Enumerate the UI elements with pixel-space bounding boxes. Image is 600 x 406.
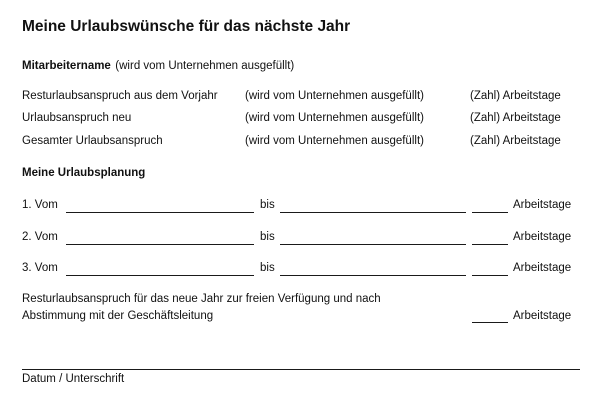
previous-year-remaining-unit: (Zahl) Arbeitstage	[470, 90, 561, 102]
employee-name-label: Mitarbeitername	[22, 60, 111, 72]
vacation-3-from-field[interactable]	[66, 275, 254, 276]
vacation-1-days-field[interactable]	[472, 212, 508, 213]
previous-year-remaining-note: (wird vom Unternehmen ausgefüllt)	[245, 90, 424, 102]
vacation-3-to-label: bis	[260, 262, 275, 274]
previous-year-remaining-label: Resturlaubsanspruch aus dem Vorjahr	[22, 90, 218, 102]
vacation-3-to-field[interactable]	[280, 275, 466, 276]
vacation-2-from-field[interactable]	[66, 244, 254, 245]
new-entitlement-note: (wird vom Unternehmen ausgefüllt)	[245, 112, 424, 124]
vacation-2-from-label: 2. Vom	[22, 231, 58, 243]
vacation-2-days-unit: Arbeitstage	[513, 231, 572, 243]
vacation-2-to-field[interactable]	[280, 244, 466, 245]
planning-heading: Meine Urlaubsplanung	[22, 167, 146, 179]
vacation-1-days-unit: Arbeitstage	[513, 199, 572, 211]
employee-name-note: (wird vom Unternehmen ausgefüllt)	[115, 60, 295, 72]
remaining-new-year-text-line1: Resturlaubsanspruch für das neue Jahr zur freien Verfügung und nach	[22, 293, 381, 305]
remaining-new-year-days-field[interactable]	[472, 322, 508, 323]
total-entitlement-note: (wird vom Unternehmen ausgefüllt)	[245, 135, 424, 147]
signature-line[interactable]	[22, 369, 580, 370]
vacation-1-to-field[interactable]	[280, 212, 466, 213]
total-entitlement-label: Gesamter Urlaubsanspruch	[22, 135, 163, 147]
new-entitlement-unit: (Zahl) Arbeitstage	[470, 112, 561, 124]
new-entitlement-label: Urlaubsanspruch neu	[22, 112, 132, 124]
vacation-3-days-unit: Arbeitstage	[513, 262, 572, 274]
vacation-1-to-label: bis	[260, 199, 275, 211]
remaining-new-year-text-line2: Abstimmung mit der Geschäftsleitung	[22, 310, 214, 322]
employee-name-row	[22, 56, 294, 74]
vacation-3-from-label: 3. Vom	[22, 262, 58, 274]
form-title: Meine Urlaubswünsche für das nächste Jahr	[22, 18, 351, 35]
remaining-new-year-days-unit: Arbeitstage	[513, 310, 572, 322]
vacation-2-days-field[interactable]	[472, 244, 508, 245]
vacation-1-from-label: 1. Vom	[22, 199, 58, 211]
vacation-3-days-field[interactable]	[472, 275, 508, 276]
vacation-2-to-label: bis	[260, 231, 275, 243]
signature-label: Datum / Unterschrift	[22, 373, 125, 385]
total-entitlement-unit: (Zahl) Arbeitstage	[470, 135, 561, 147]
vacation-1-from-field[interactable]	[66, 212, 254, 213]
